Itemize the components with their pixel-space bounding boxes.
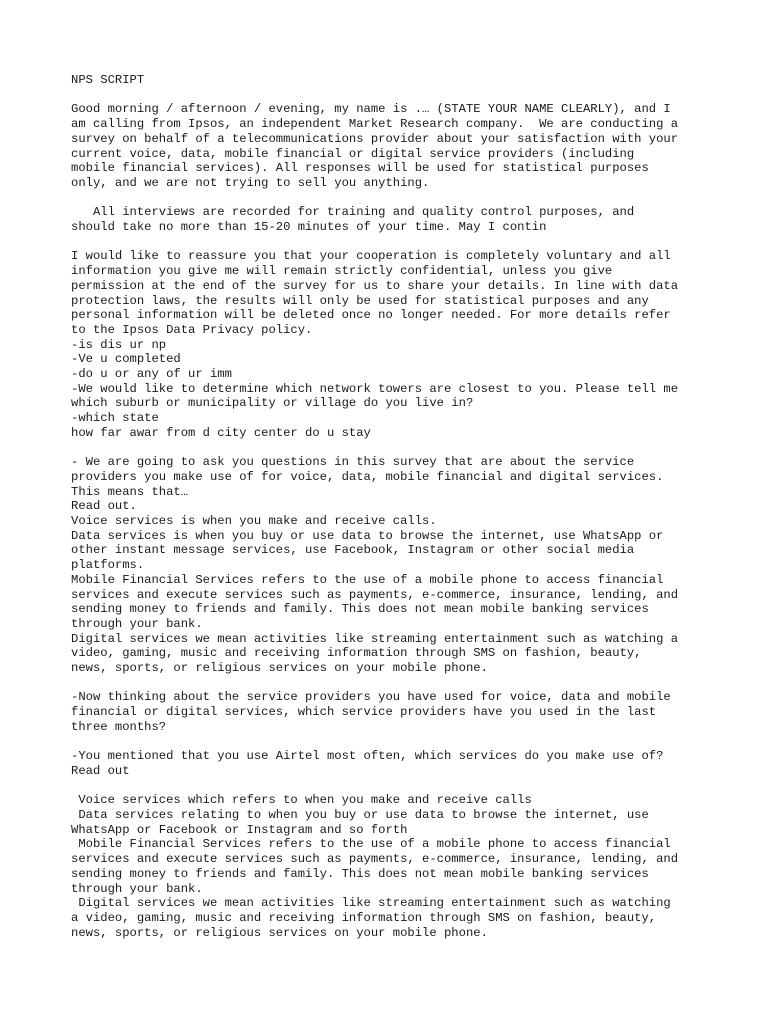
text-line: platforms. [71, 558, 145, 573]
text-line: -Ve u completed [71, 352, 181, 367]
text-line: only, and we are not trying to sell you anything. [71, 175, 430, 190]
text-line: Digital services we mean activities like streaming entertainment such as watching [71, 896, 671, 911]
text-line: mobile financial services). All responses will be used for statistical purposes [71, 161, 649, 176]
text-line: through your bank. [71, 881, 203, 896]
text-line: information you give me will remain strictly confidential, unless you give [71, 264, 613, 279]
text-line: protection laws, the results will only be used for statistical purposes and any [71, 293, 649, 308]
text-line: Voice services is when you make and receive calls. [71, 514, 437, 529]
text-line: news, sports, or religious services on your mobile phone. [71, 925, 488, 940]
text-line: -do u or any of ur imm [71, 367, 232, 382]
text-line [71, 191, 711, 206]
text-line: Read out [71, 763, 130, 778]
text-line: - We are going to ask you questions in this survey that are about the service [71, 455, 635, 470]
text-line [71, 676, 711, 691]
text-line [71, 735, 711, 750]
text-line: -which state [71, 411, 159, 426]
text-line: am calling from Ipsos, an independent Market Research company. We are conducting a [71, 117, 679, 132]
text-line: I would like to reassure you that your cooperation is completely voluntary and all [71, 249, 671, 264]
text-line [71, 88, 711, 103]
text-line: video, gaming, music and receiving information through SMS on fashion, beauty, [71, 646, 642, 661]
text-line: other instant message services, use Facebook, Instagram or other social media [71, 543, 635, 558]
text-line: providers you make use of for voice, data, mobile financial and digital services. [71, 469, 664, 484]
text-line: a video, gaming, music and receiving information through SMS on fashion, beauty, [71, 910, 657, 925]
text-line: This means that… [71, 484, 189, 499]
text-line: -Now thinking about the service providers you have used for voice, data and mobile [71, 690, 671, 705]
text-line: -We would like to determine which network towers are closest to you. Please tell me [71, 381, 679, 396]
text-line: three months? [71, 719, 167, 734]
document-title: NPS SCRIPT [71, 73, 145, 87]
text-line: Voice services which refers to when you make and receive calls [71, 793, 532, 808]
text-line: through your bank. [71, 616, 203, 631]
text-line: Mobile Financial Services refers to the use of a mobile phone to access financial [71, 837, 671, 852]
text-line: WhatsApp or Facebook or Instagram and so forth [71, 822, 408, 837]
text-line: All interviews are recorded for training and quality control purposes, and [71, 205, 635, 220]
text-line: services and execute services such as payments, e-commerce, insurance, lending, and [71, 852, 679, 867]
text-line: survey on behalf of a telecommunications provider about your satisfaction with your [71, 131, 679, 146]
text-line: Read out. [71, 499, 137, 514]
text-line: -is dis ur np [71, 337, 167, 352]
text-line: current voice, data, mobile financial or digital service providers (including [71, 146, 635, 161]
text-line: permission at the end of the survey for us to share your details. In line with data [71, 278, 679, 293]
text-line: personal information will be deleted once no longer needed. For more details refer [71, 308, 671, 323]
text-line: Good morning / afternoon / evening, my name is .… (STATE YOUR NAME CLEARLY), and I [71, 102, 671, 117]
text-line: financial or digital services, which service providers have you used in the last [71, 705, 657, 720]
text-line: sending money to friends and family. This does not mean mobile banking services [71, 602, 649, 617]
text-line: should take no more than 15-20 minutes of your time. May I contin [71, 220, 547, 234]
text-line [71, 779, 711, 794]
text-line: Digital services we mean activities like streaming entertainment such as watching a [71, 631, 679, 646]
text-line: to the Ipsos Data Privacy policy. [71, 322, 313, 337]
text-line: how far awar from d city center do u stay [71, 425, 371, 440]
text-line: Mobile Financial Services refers to the use of a mobile phone to access financial [71, 572, 664, 587]
text-line: Data services relating to when you buy or use data to browse the internet, use [71, 808, 649, 823]
text-line [71, 441, 711, 456]
text-line: sending money to friends and family. This does not mean mobile banking services [71, 866, 649, 881]
text-line: -You mentioned that you use Airtel most often, which services do you make use of? [71, 749, 664, 764]
document-body [71, 73, 711, 940]
text-line: services and execute services such as payments, e-commerce, insurance, lending, and [71, 587, 679, 602]
text-line [71, 235, 711, 250]
text-line: Data services is when you buy or use data to browse the internet, use WhatsApp or [71, 528, 664, 543]
text-line: news, sports, or religious services on your mobile phone. [71, 661, 488, 676]
text-line: which suburb or municipality or village do you live in? [71, 396, 474, 411]
